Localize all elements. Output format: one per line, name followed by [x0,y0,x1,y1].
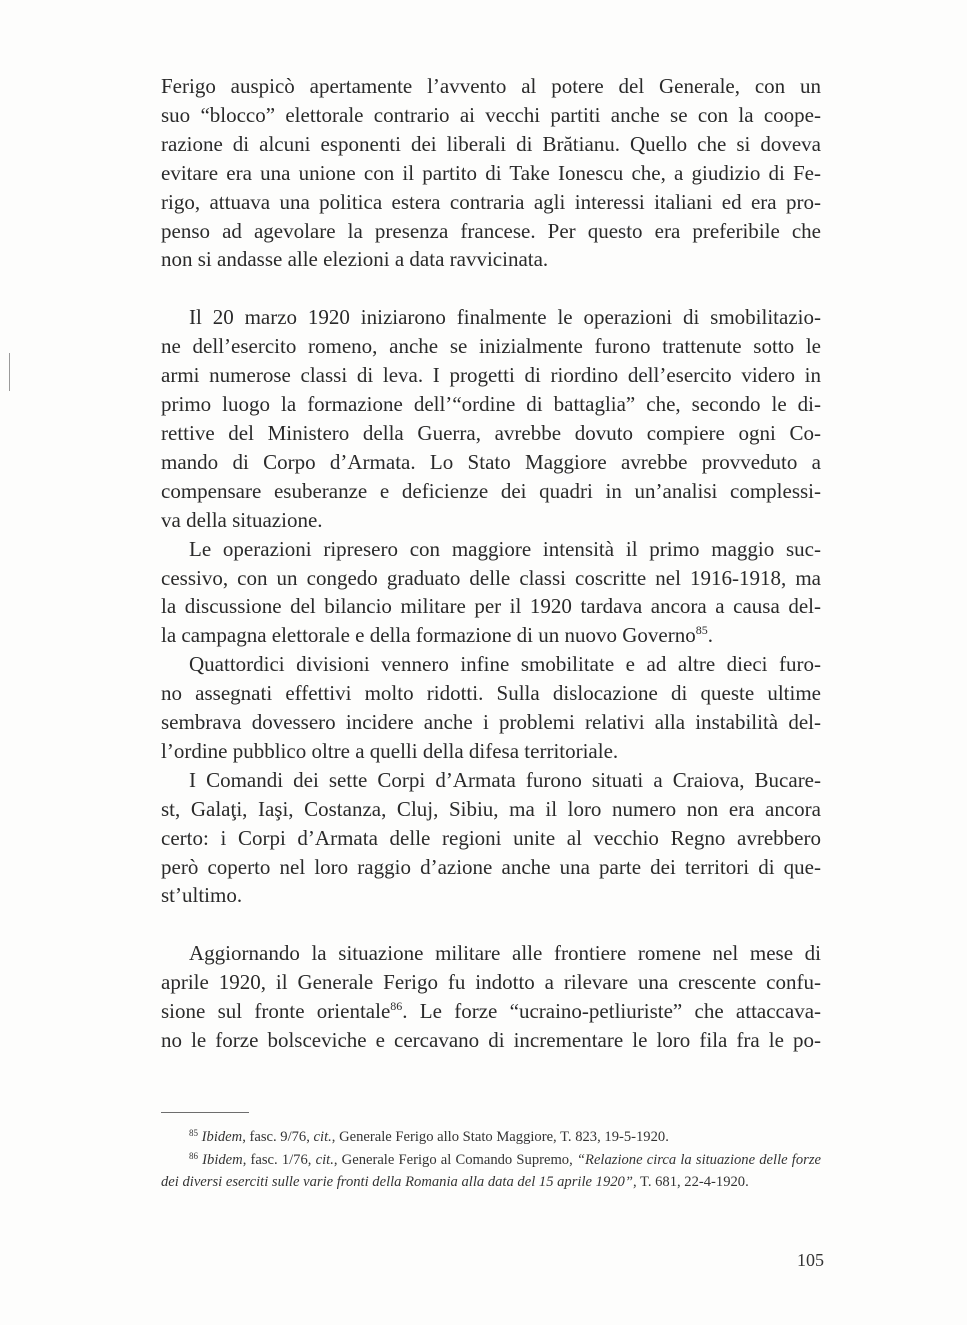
section-gap [161,910,821,939]
text-line: aprile 1920, il Generale Ferigo fu indotto a rilevare una crescente confu- [161,970,821,995]
main-text [161,72,821,1055]
text-line: evitare era una unione con il partito di Take Ionescu che, a giudizio di Fe- [161,160,821,185]
text-line: Il 20 marzo 1920 iniziarono finalmente le operazioni di smobilitazio- [189,305,821,330]
text-line: st, Galaţi, Iaşi, Costanza, Cluj, Sibiu, ma il loro numero non era ancora [161,796,821,821]
section-gap [161,274,821,303]
text-line: penso ad agevolare la presenza francese. Per questo era preferibile che [161,218,821,243]
text-line: Quattordici divisioni vennero infine smobilitate e ad altre dieci furo- [189,652,821,677]
text-run: sione sul fronte orientale [161,999,391,1024]
text-line: va della situazione. [161,507,323,532]
footnote-ref-85[interactable]: 85 [695,623,708,638]
text-line: ne dell’esercito romeno, anche se inizialmente furono trattenute sotto le [161,334,821,359]
text-line: suo “blocco” elettorale contrario ai vecchi partiti anche se con la coope- [161,102,821,127]
footnote-text: , Generale Ferigo allo Stato Maggiore, T. 823, 19-5-1920. [331,1129,669,1145]
footnote-text: , T. 681, 22-4-1920. [632,1174,749,1190]
text-line: compensare esuberanze e deficienze dei quadri in un’analisi complessi- [161,478,821,503]
text-line: Le operazioni ripresero con maggiore intensità il primo maggio suc- [189,536,821,561]
text-line: mando di Corpo d’Armata. Lo Stato Maggiore avrebbe provveduto a [161,449,821,474]
text-run: la campagna elettorale e della formazione di un nuovo Governo [161,623,696,648]
text-line: no le forze bolsceviche e cercavano di incrementare le loro fila fra le po- [161,1028,821,1053]
footnote-cit: cit. [313,1129,332,1145]
footnote-ref-86[interactable]: 86 [390,999,403,1014]
text-run: . Le forze “ucraino-petliuriste” che attaccava- [402,999,822,1024]
text-line [161,997,821,1026]
text-line: cessivo, con un congedo graduato delle classi coscritte nel 1916-1918, ma [161,565,821,590]
text-line: primo luogo la formazione dell’“ordine di battaglia” che, secondo le di- [161,392,821,417]
text-line: st’ultimo. [161,883,243,908]
footnote-number: 85 [189,1128,198,1138]
footnote-cit: cit. [315,1151,334,1168]
text-line: no assegnati effettivi molto ridotti. Sulla dislocazione di queste ultime [161,681,821,706]
text-line: Aggiornando la situazione militare alle frontiere romene nel mese di [189,941,821,966]
margin-scan-mark [9,353,10,391]
footnote-text: , Generale Ferigo al Comando Supremo, [333,1151,577,1168]
text-line: non si andasse alle elezioni a data ravvicinata. [161,247,549,272]
footnote-title: “Relazione circa la situazione delle forze dei diversi eserciti sulle varie fronti della Romania alla data del 15 aprile 1920” [161,1151,821,1190]
text-line: razione di alcuni esponenti dei liberali di Brătianu. Quello che si doveva [161,131,821,156]
footnote-ibidem: Ibidem [201,1129,243,1145]
text-line: I Comandi dei sette Corpi d’Armata furono situati a Craiova, Bucare- [189,767,821,792]
page-number: 105 [797,1250,824,1270]
text-line [161,621,821,650]
text-line: però coperto nel loro raggio d’azione anche una parte dei territori di que- [161,854,821,879]
text-line: la discussione del bilancio militare per il 1920 tardava ancora a causa del- [161,594,821,619]
text-line: l’ordine pubblico oltre a quelli della difesa territoriale. [161,738,619,763]
text-line: certo: i Corpi d’Armata delle regioni unite al vecchio Regno avrebbero [161,825,821,850]
footnote-86 [161,1149,821,1194]
text-line: Ferigo auspicò apertamente l’avvento al potere del Generale, con un [161,74,821,98]
text-run: . [707,623,713,648]
footnote-separator [161,1112,249,1113]
text-line: rettive del Ministero della Guerra, avrebbe dovuto compiere ogni Co- [161,420,821,445]
text-line: rigo, attuava una politica estera contraria agli interessi italiani ed era pro- [161,189,821,214]
footnote-85 [161,1126,821,1149]
footnote-number: 86 [189,1150,198,1161]
text-line: armi numerose classi di leva. I progetti di riordino dell’esercito videro in [161,363,821,388]
footnotes [161,1126,821,1194]
footnote-ibidem: Ibidem [202,1151,243,1168]
text-line: sembrava dovessero incidere anche i problemi relativi alla instabilità del- [161,710,821,735]
footnote-text: , fasc. 9/76, [242,1129,314,1145]
footnote-text: , fasc. 1/76, [242,1151,316,1168]
